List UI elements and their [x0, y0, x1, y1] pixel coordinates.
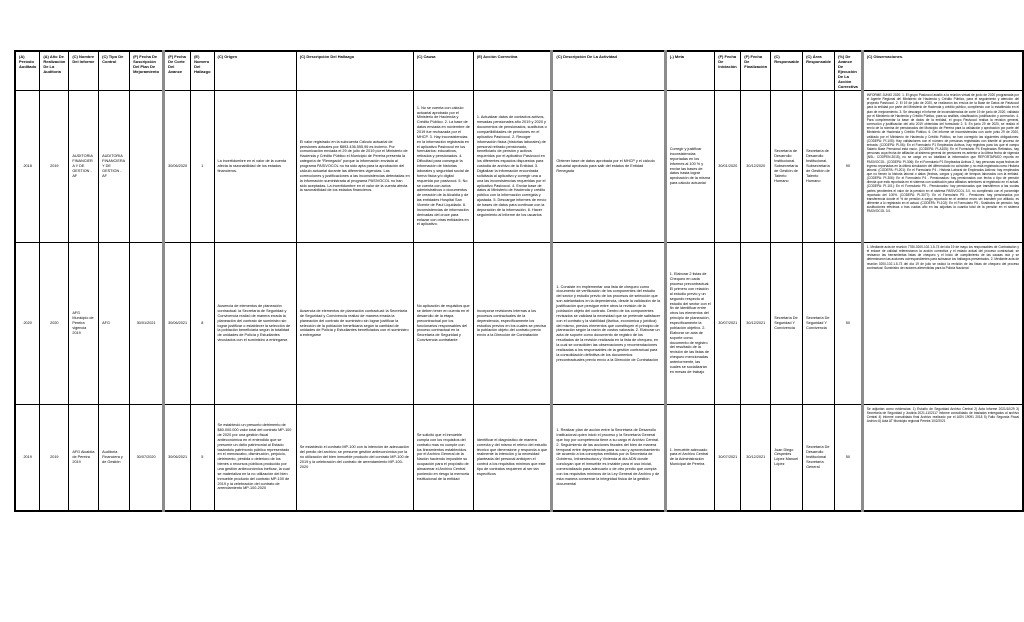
column-header: (C) Responsable	[771, 51, 803, 91]
table-cell: 30/01/2020	[715, 91, 741, 243]
table-cell: Secretaría De Desarrollo Institucional Secretaría General	[803, 405, 835, 511]
table-cell: INFORME JUNIO 2020: 1. El grupo Pasivocol asistió a la reunión virtual de junio de 2020 programada por el Agente Regional del Ministerio de Hacienda y Crédito Público, para el seguimiento y atención del proyecto Pasivocol. 2. El 19 de julio de 2020, se realizaron los envíos de la Base de Datos de Pasivocol para la entidad por parte del Ministerio de Hacienda y crédito público, cumpliendo con lo establecido en el plan de mejoramiento. 3. Se descargó el informe de inconsistencias de corte 19 de junio de 2020, validado por el Ministerio de Hacienda y Crédito Público, para su análisis, clasificación, justificación y corrección. 4. Para complementar la base de datos de la entidad, el grupo Pasivocol realiza la revisión general, corrección y justificación del año 2019 obtenidas del formulario 2. 5. En junio 29 de 2020, se realizó el envío de la nómina de pensionados del Municipio de Pereira para la validación y aprobación por parte del Ministerio de Hacienda y Crédito Público. 6. Del informe de inconsistencias con corte junio 29 de 2020, validado por el Ministerio de Hacienda y Crédito Público, se han corregido las siguientes obligaciones: (CODEPA: PI-105): Hay validaciones con el número de personas registradas con trámite al proceso de entrada. (CODEPA: PI-06): En el Formulario P1 Empleados Activos, hay registros para los que el campo Salario Base Pensional está vacío. (CODEPA: PI-A105): En el Formulario P4 Empleados Retirados, hay personas cuya fecha de afiliación al sistema general de pensiones es anterior a la última fecha de vigencia (NSL: CODPEN-3015), no se cargó en su totalidad la información que REPORTAPASO reporta en PASIVOCOL. (CODEPA: PI-306): En el Formulario P1 Empleados Activos 2, hay personas cuyas fechas de ingreso reportadas en la última simulación del diferenciado no coinciden y no está registrada como Historia laboral. (CODEPA: PI-201): En el Formulario P4 - Historia Laboral de Empleados Activos: hay empleados que no tienen la historia laboral o datos (fechas, cargos y pagos) de tiempos laborados con la entidad. (CODEPA: PI-306): En el Formulario P4 - Pensionados: hay pensionados con fecha o tipo de pensión directa que está reportada en el sistema con sustitución para afiliados anteriores al registrado en el actual. (CODEPA: PI-101): En el Formulario P5 - Pensionados: hay pensionados que transfirieron a las cuotas partes pendientes el valor de la pensión en el sistema PASIVOCOL 3.0, no cumpliendo con el porcentaje reportado del 100%. (CODEPA: PI-3077): En el Formulario P5 - Pensiones: hay pensionados por transferencia donde el % de pensión a cargo reportado en el anterior envío sin transferir por afiliado, es diferente a lo registrado en el actual. (CODEPA: PI-102): En el Formulario P5 - Sustitutos de pensión: hay sustituciones efectivas o tras cuotas año en las adjuntas la cuantía total de la pensión en el sistema PASIVOCOL 3.0.	[862, 91, 1023, 243]
table-cell: Incorporar revisiones internas a los procesos contractuales de la dependencia, específicamente los estudios previos en los cuales se precisa la población objeto del contrato previo envío a la Dirección de Contratación	[473, 243, 552, 405]
column-header: (A) Año De Realización De La Auditoría	[40, 51, 69, 91]
column-header: (C) Causa	[413, 51, 473, 91]
column-header: (C) Origen	[214, 51, 296, 91]
table-cell: Se estableció un presunto detrimento de $80.000.000 valor total del contrato MP-100 de 2020 por una gestión fiscal antieconómica en el entendido que se presume un daño patrimonial al Estado tasándolo patrimonio público representado en el menoscabo, disminución, perjuicio, detrimento, pérdida o deterioro de los bienes o recursos públicos producido por una gestión antieconómica ineficaz, la cual se materializa en la no utilización del bien inmueble producto del contrato MP-100 de 2019 y la celebración del contrato de arrendamiento MP-100-2020	[214, 405, 296, 511]
table-cell: Secretaría De Seguridad Y Convivencia	[803, 243, 835, 405]
column-header: (C) Descripción Del Hallazgo	[296, 51, 413, 91]
table-cell: Se adjuntan como evidencias: 1) Estudio de Seguridad Archivo Central 2) Acta Informe 2021/10/29 3) Secretaría de Seguridad y Justicia 2021-1102117 Informe consolidado de traslados entregados al archivo Central 4) Informe consolidado final Archivo realizado por el AGN 19091 2018 5) Fallo Segunda Fiscal Archivo 6) Acta AT Municipio regional Pereira 10/2/2021	[862, 405, 1023, 511]
table-cell: 1. Consiste en implementar una lista de chequeo como documento de verificación de los componentes del estudio del sector y estudio previo de los procesos de selección que son adelantados en la dependencia, desde la validación de la justificación que persigue entre otros la revisión de la población objeto del contrato. Dentro de los componentes revisados se validará la necesidad que se pretende satisfacer con el contrato y la viabilidad (fáctica, económica y jurídica) del mismo, previos elementos que constituyen el principio de planeación según la razón de costos valorada. 2. Elaborar un acta de soporte como documento de registro de los resultados de la revisión realizada en la lista de chequeo, en la cual se consoliden las observaciones y recomendaciones realizadas a los responsables de la gestión contractual para la consolidación definitiva de los documentos precontractuales previo envío a la Dirección de Contratación	[552, 243, 665, 405]
table-cell: AFG Municipio de Pereira vigencia 2019	[69, 243, 99, 405]
table-cell: 2020	[40, 243, 69, 405]
audit-plan-table	[14, 50, 1024, 512]
table-cell: 1. Elaborar 2 listas de Chequeo en cada proceso precontractual. El primero con relación al estudio previo y un segundo respecto al estudio del sector con el fin de identificar entre otros los elementos del principio de planeación, específicamente la población objetivo. 2. Elaborar un acta de soporte como documento de registro del resultado de la revisión de las listas de chequeo mencionadas anteriormente, las cuales se socializarán en mesas de trabajo	[665, 243, 715, 405]
column-header: (E) Numero Del Hallazgo	[191, 51, 214, 91]
table-cell: 5	[191, 405, 214, 511]
table-cell: 30/12/2020	[741, 91, 771, 243]
table-cell: 1	[191, 91, 214, 243]
table-cell: Juan Diego Céspedes López Manuel López	[771, 405, 803, 511]
column-header: (-) Meta	[665, 51, 715, 91]
table-cell: No aplicación de requisitos que se deben tener en cuenta en el desarrollo de la etapa precontractual por los funcionarios responsables del proceso contractual en la Secretaría de Seguridad y Convivencia contratante	[413, 243, 473, 405]
table-cell: 30/12/2021	[741, 405, 771, 511]
column-header: (F) Fecha De Corte Del Avance	[164, 51, 191, 91]
table-cell: 30/07/2021	[715, 405, 741, 511]
table-cell: Obtener base de datos aprobada por el MHCP y el cálculo actuarial aprobado para salir del estatus de Entidad Renegada	[552, 91, 665, 243]
table-cell: 90	[834, 91, 862, 243]
table-cell: 2019	[40, 91, 69, 243]
table-cell: Corregir y justificar inconsistencias reportadas en los informes al 100 % y enviar las bases de datos hasta lograr aprobación de la misma para cálculo actuarial	[665, 91, 715, 243]
table-cell: 1. No se cuenta con cálculo actuarial aprobado por el Ministerio de Hacienda y Crédito Público. 2. La base de datos enviada en noviembre de 2019 fue rechazada por el MHCP. 3. Hay inconsistencias en la información registrada en el aplicativo Pasivocol en los formularios: educativos, retirados y pensionados. 4. Dificultad para conseguir la información de historias laborales y seguridad social de forma física y/o digital requerida por pasivocol. 5. No se cuenta con actos administrativos o documentos de creación de la Alcaldía y de las entidades Hospital San Vicente de Paul Liquidado. 6. Inconsistencias de información derivadas del cruce para enlazar con otras entidades en el aplicativo.	[413, 91, 473, 243]
table-cell: 50	[834, 243, 862, 405]
table-cell: Se estableció el contrato MP-100 con la intención de adecuación del predio del archivo; se presume gestión antieconómica por la no utilización del bien inmueble producto del contrato MP-100 de 2019 y la celebración del contrato de arrendamiento MP-100-2020	[296, 405, 413, 511]
table-cell: 50	[834, 405, 862, 511]
table-cell: 30/06/2021	[164, 405, 191, 511]
header-row	[15, 51, 1023, 91]
column-header: (F) Fecha De Suscripción Del Plan De Mejoramiento	[130, 51, 164, 91]
table-cell: 30/07/2021	[715, 243, 741, 405]
table-cell: 8	[191, 243, 214, 405]
table-cell: 1. Realizar plan de acción entre la Secretaría de Desarrollo Institucional quien inició el proceso y la Secretaría General que hoy por competencia tiene a su cargo el Archivo Central. 2. Seguimiento de las acciones fiscales del bien de manera temporal entre dependencias para su uso y aprovechamiento de acuerdo a los conceptos emitidos por la Secretaría de Gobierno, Infraestructura y Vivienda al día ADN donde concluyan que el inmueble es inviable para el uso inicial, comercializado para adecuarlo o de otro predio que cumpla con los requisitos mínimos de la Ley General de Archivo y de esta manera conservar la integridad física de la gestión documental	[552, 405, 665, 511]
table-cell: 30/01/2021	[130, 243, 164, 405]
column-header: (F) Fecha De Finalización	[741, 51, 771, 91]
table-cell: 30/06/2020	[164, 91, 191, 243]
column-header: (A) Período Auditado	[15, 51, 40, 91]
table-cell: Auditoría Financiera y de Gestión	[99, 405, 130, 511]
table-cell	[130, 91, 164, 243]
table-row	[15, 91, 1023, 243]
table-cell: La incertidumbre en el valor de la cuenta afecta la razonabilidad de los estados financieros.	[214, 91, 296, 243]
column-header: (E) Acción Correctiva	[473, 51, 552, 91]
column-header: (F) Fecha De Iniciación	[715, 51, 741, 91]
table-cell: Secretaría de Desarrollo Institucional. Subsecretaría de Gestión de Talento Humano	[803, 91, 835, 243]
table-cell: 1. Inmueble adecuado para el Archivo Central de la Administración Municipal de Pereira	[665, 405, 715, 511]
table-cell: 2020	[15, 243, 40, 405]
table-cell: Secretaría de Desarrollo Institucional. Subsecretaría de Gestión de Talento Humano	[771, 91, 803, 243]
column-header: (C) Tipo De Control	[99, 51, 130, 91]
table-cell: 30/12/2021	[741, 243, 771, 405]
table-cell: Ausencia de elementos de planeación contractual: la Secretaría de Seguridad y Convivencia realizó de manera errada la planeación del contrato de suministro sin lograr justificar o establecer la selección de la población beneficiaria según la totalidad de unidades de Policía y Estudiantes vinculados con el suministro a entregarse.	[214, 243, 296, 405]
table-row	[15, 405, 1023, 511]
table-header	[15, 51, 1023, 91]
table-cell: 1. Actualizar datos de contactos activos, mesadas pensionales año 2019 y 2020 y documentos de pensionados, sustitutos o compartibilidades de pensiones en el aplicativo Pasivocol. 2. Recoger información física (historias laborales) de personal retirado pensionado, beneficiario de pensión y activos requeridos por el aplicativo Pasivocol en los diferentes espacios dispuestos para custodia de archivo de la Entidad. 3. Digitalizar la información encontrada solicitada al aplicativo y corregir una a una las inconsistencias requeridas por el aplicativo Pasivocol. 4. Enviar base de datos al Ministerio de Hacienda y crédito público con la información corregida y ajustada. 5. Descargar informes de envío de bases de datos para continuar con la depuración de la información. 6. Hacer seguimiento al informe de los usuarios	[473, 91, 552, 243]
table-cell: 2019	[40, 405, 69, 511]
table-cell: Secretaría De Seguridad Y Convivencia	[771, 243, 803, 405]
column-header: (%) De Avance De Ejecución De La Acción Correctiva	[834, 51, 862, 91]
column-header: (C) Área Responsable	[803, 51, 835, 91]
column-header: (C) Observaciones.	[862, 51, 1023, 91]
table-cell: El valor registrado en la subcuenta Cálculo actuarial de pensiones actuales por $893.436.555,96 es incierto. Por comunicación enviada el 29 de julio de 2019 por el Ministerio de Hacienda y Crédito Público el Municipio de Pereira presenta la categoría de “Renegado” porque la información enviada al programa PASIVOCOL no ha sido apta para la aprobación del cálculo actuarial durante las diferentes vigencias. Las correcciones y justificaciones a las inconsistencias detectadas en la información suministrada al programa PASIVOCOL no han sido aceptadas. La incertidumbre en el valor de la cuenta afecta la razonabilidad de los estados financieros.	[296, 91, 413, 243]
table-cell: AFG Alcaldía de Pereira 2019	[69, 405, 99, 511]
table-cell: 30/06/2021	[164, 243, 191, 405]
table-cell: AUDITORIA FINANCIERA Y DE GESTION - AF	[69, 91, 99, 243]
table-cell: Ausencia de elementos de planeación contractual: la Secretaría de Seguridad y Convivencia realizó de manera errada la planeación del contrato de suministro sin lograr justificar la selección de la población beneficiaria según la cantidad de unidades de Policía y Estudiantes beneficiados con el suministro a entregarse	[296, 243, 413, 405]
table-cell: AUDITORIA FINANCIERA Y DE GESTION - AF	[99, 91, 130, 243]
table-cell: Identificar el diagnóstico de manera correcta y del mismo el relevo del estudio técnico que dimensione y responda a que realmente la intención y la necesidad planteada del personal anticipen el control a los requisitos mínimos que este tipo de contratos requieren al ser tan específicos	[473, 405, 552, 511]
table-cell: 1. Mediante acta de reunión 7780-0200-102.1.5-73 del día 19 de mayo los responsables de Contratación y el enlace de calidad referenciaron la acción correctiva y el estado actual del proceso contractual; se revisaron las herramientas listas de chequeo y el inicio de cumplimiento de las causas raíz y se determinaron las acciones correspondientes para subsanar los hallazgos presentados. 2. Mediante acta de reunión 0200-102.1.5-73 del día 19 de julio se radicó la revisión de las listas de chequeo del proceso contractual: Suministro de raciones alimenticias para la Policía Nacional.	[862, 243, 1023, 405]
table-row	[15, 243, 1023, 405]
table-body	[15, 91, 1023, 511]
table-cell: Se solicitó que el inmueble cumpla con los requisitos del contrato mas no cumple con los lineamientos establecidos por el Archivo General de la Nación haciendo imposible su ocupación para el propósito de almacenar el Archivo Central poniendo en riesgo la memoria institucional de la entidad	[413, 405, 473, 511]
column-header: (C) Nombre Del Informe	[69, 51, 99, 91]
column-header: (C) Descripción De La Actividad	[552, 51, 665, 91]
table-cell: 2018	[15, 91, 40, 243]
table-cell: 2019	[15, 405, 40, 511]
table-cell: AFG	[99, 243, 130, 405]
table-cell: 30/07/2020	[130, 405, 164, 511]
